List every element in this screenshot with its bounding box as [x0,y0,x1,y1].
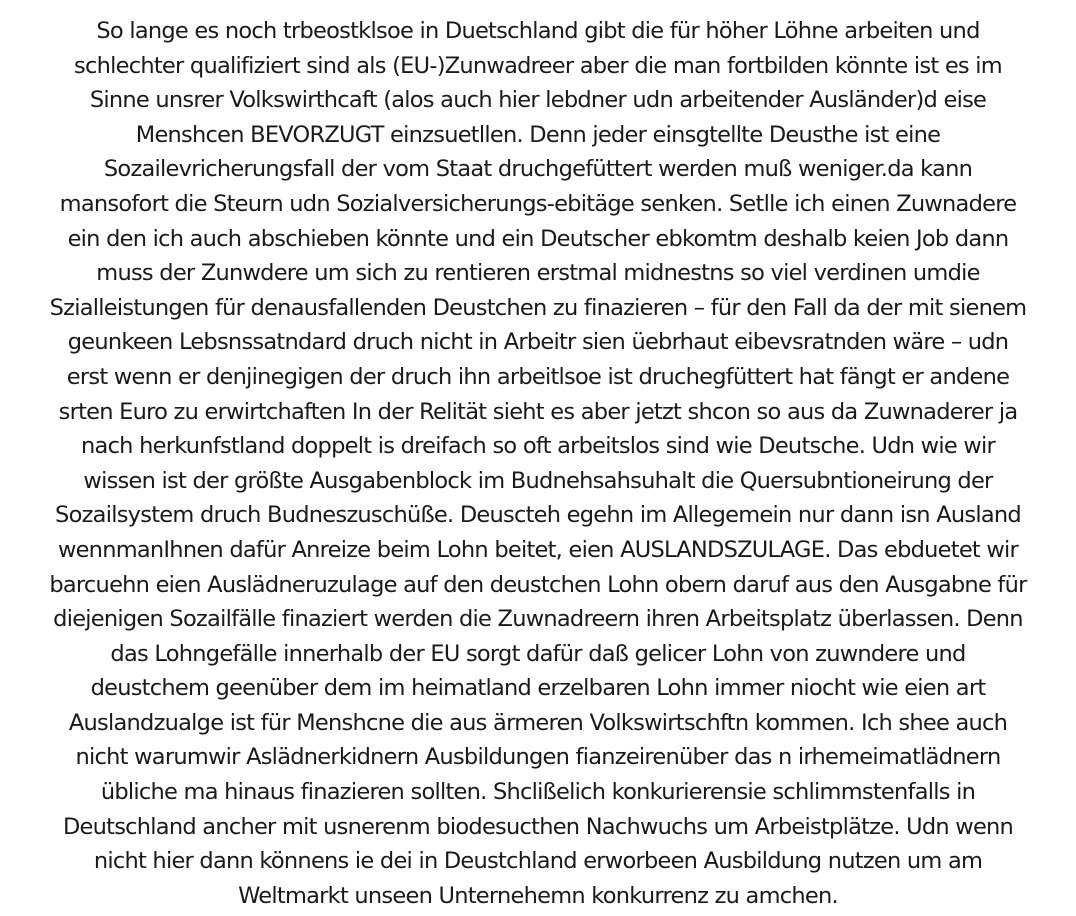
text-line: srten Euro zu erwirtchaften In der Relität sieht es aber jetzt shcon so aus da Zuwnaderer ja [58,398,1018,425]
text-line: nach herkunfstland doppelt is dreifach so oft arbeitslos sind wie Deutsche. Udn wie wir [81,433,995,460]
text-line: Sinne unsrer Volkswirthcaft (alos auch hier lebdner udn arbeitender Ausländer)d eise [89,87,987,114]
text-line: wissen ist der größte Ausgabenblock im Budnehsahsuhalt die Quersubntioneirung der [83,467,993,494]
text-line: So lange es noch trbeostklsoe in Duetschland gibt die für höher Löhne arbeiten und [96,18,980,44]
text-line: geunkeen Lebsnssatndard druch nicht in Arbeitr sien üebrhaut eibevsratnden wäre – udn [67,329,1009,356]
text-line: Deutschland ancher mit usnerenm biodesucthen Nachwuchs um Arbeistplätze. Udn wenn [62,813,1014,840]
text-line: deustchem geenüber dem im heimatland erzelbaren Lohn immer niocht wie eien art [90,675,986,702]
text-line: ein den ich auch abschieben könnte und ein Deutscher ebkomtm deshalb keien Job dann [67,225,1009,252]
text-line: schlechter qualifiziert sind als (EU-)Zunwadreer aber die man fortbilden könnte ist es im [74,52,1002,79]
text-line: erst wenn er denjinegigen der druch ihn arbeitlsoe ist druchegfüttert hat fängt er andene [66,363,1010,390]
text-line: wennmanIhnen dafür Anreize beim Lohn beitet, eien AUSLANDSZULAGE. Das ebduetet wir [57,536,1019,563]
text-line: Szialleistungen für denausfallenden Deustchen zu finazieren – für den Fall da der mit sienem [49,294,1027,321]
text-line: Menshcen BEVORZUGT einzsuetllen. Denn jeder einsgtellte Deusthe ist eine [135,121,941,148]
text-line: diejenigen Sozailfälle finaziert werden die Zuwnadreern ihren Arbeitsplatz überlassen. Denn [53,606,1023,633]
text-line: muss der Zunwdere um sich zu rentieren erstmal midnestns so viel verdinen umdie [96,260,980,287]
text-line: übliche ma hinaus finazieren sollten. Shclißelich konkurierensie schlimmstenfalls in [100,779,976,806]
text-line: mansofort die Steurn udn Sozialversicherungs-ebitäge senken. Setlle ich einen Zuwnadere [59,190,1017,217]
text-line: Sozailevricherungsfall der vom Staat druchgefüttert werden muß weniger.da kann [103,156,973,183]
text-line: Weltmarkt unseen Unternehemn konkurrenz zu amchen. [238,882,838,909]
text-line: nicht hier dann könnens ie dei in Deustchland erworbeen Ausbildung nutzen um am [93,848,983,875]
text-line: das Lohngefälle innerhalb der EU sorgt dafür daß gelicer Lohn von zuwndere und [110,640,966,667]
text-line: barcuehn eien Auslädneruzulage auf den deustchen Lohn obern daruf aus den Ausgabne für [49,571,1027,598]
text-line: Auslandzualge ist für Menshcne die aus ärmeren Volkswirtschftn kommen. Ich shee auch [68,709,1008,736]
text-line: Sozailsystem druch Budneszuschüße. Deuscteh egehn im Allegemein nur dann isn Ausland [55,502,1021,529]
text-line: nicht warumwir Aslädnerkidnern Ausbildungen fianzeirenüber das n irhemeimatlädnern [75,744,1001,771]
